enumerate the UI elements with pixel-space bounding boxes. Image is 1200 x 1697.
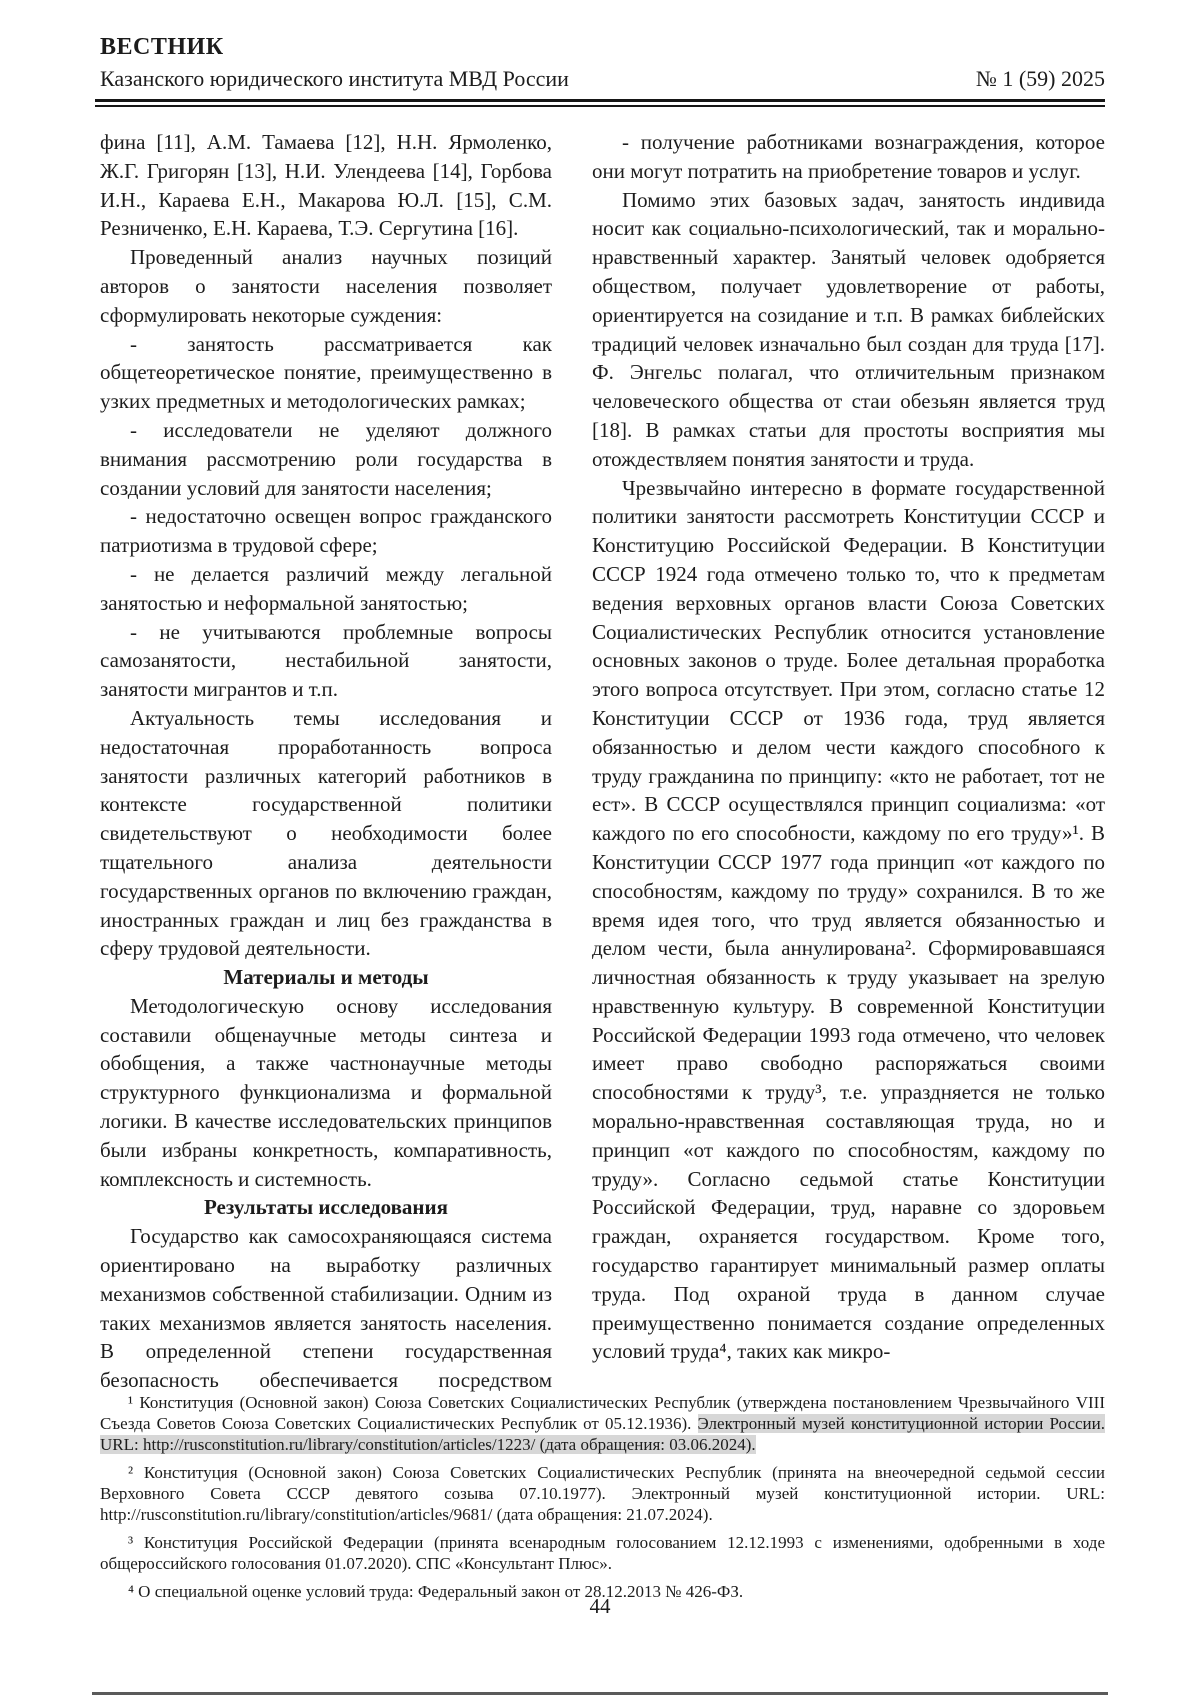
masthead [0,0,1200,92]
footnote [100,1392,1105,1455]
masthead-title: ВЕСТНИК [100,34,224,60]
list-item: - не делается различий между легальной занятостью и неформальной занятостью; [100,561,552,615]
paragraph: Методологическую основу исследования составили общенаучные методы синтеза и обобщения, а также частнонаучные методы структурного функционализма и формальной логики. В качестве исследовательских принципов были избраны конкретность, компаративность, комплексность и системность. [100,993,552,1191]
header-divider-rule [95,99,1105,107]
list-item: - недостаточно освещен вопрос гражданского патриотизма в трудовой сфере; [100,504,552,558]
scan-edge-artifact [92,1692,1108,1695]
footnote-hyperlink-highlight: Электронный музей конституционной истории России. URL: http://rusconstitution.ru/library/constitution/articles/1223/ (дата обращения: 03.06.2024). [100,1414,1105,1454]
page-number: 44 [589,1594,611,1618]
list-item: - исследователи не уделяют должного внимания рассмотрению роли государства в создании условий для занятости населения; [100,417,552,500]
footnote-text: ¹ Конституция (Основной закон) Союза Советских Социалистических Республик (утверждена постановлением Чрезвычайного VIII Съезда Советов Союза Советских Социалистических Республик от 05.12.1936). [100,1393,1105,1433]
list-item: - не учитываются проблемные вопросы самозанятости, нестабильной занятости, занятости мигрантов и т.п. [100,619,552,702]
paragraph: фина [11], А.М. Тамаева [12], Н.Н. Ярмоленко, Ж.Г. Григорян [13], Н.И. Улендеева [14], Горбова И.Н., Караева Е.Н., Макарова Ю.Л. [15], С.М. Резниченко, Е.Н. Караева, Т.Э. Сергутина [16]. [100,129,552,241]
paragraph: Актуальность темы исследования и недостаточная проработанность вопроса занятости различных категорий работников в контексте государственной политики свидетельствуют о необходимости более тщательного анализа деятельности государственных органов по включению граждан, иностранных граждан и лиц без гражданства в сферу трудовой деятельности. [100,705,552,961]
footnote-text: ³ Конституция Российской Федерации (принята всенародным голосованием 12.12.1993 с изменениями, одобренными в ходе общероссийского голосования 01.07.2020). СПС «Консультант Плюс». [100,1533,1105,1573]
paragraph: Помимо этих базовых задач, занятость индивида носит как социально-психологический, так и морально-нравственный характер. Занятый человек одобряется обществом, получает удовлетворение от работы, ориентируется на созидание и т.п. В рамках библейских традиций человек изначально был создан для труда [17]. Ф. Энгельс полагал, что отличительным признаком человеческого общества от стаи обезьян является труд [18]. В рамках статьи для простоты восприятия мы отождествляем понятия занятости и труда. [592,187,1105,471]
masthead-subtitle: Казанского юридического института МВД России [100,65,569,91]
left-column [100,128,552,1398]
paragraph: Государство как самосохраняющаяся система ориентировано на выработку различных механизмов собственной стабилизации. Одним из таких механизмов является занятость населения. В определенной степени государственная безопасность обеспечивается посредством [100,1224,552,1393]
paragraph: Чрезвычайно интересно в формате государственной политики занятости рассмотреть Конституции СССР и Конституцию Российской Федерации. В Конституции СССР 1924 года отмечено только то, что к предметам ведения верховных органов власти Союза Советских Социалистических Республик относится установление основных законов о труде. Более детальная проработка этого вопроса отсутствует. При этом, согласно статье 12 Конституции СССР от 1936 года, труд является обязанностью и делом чести каждого способного к труду гражданина по принципу: «кто не работает, тот не ест». В СССР осуществлялся принцип социализма: «от каждого по его способности, каждому по его труду»¹. В Конституции СССР 1977 года принцип «от каждого по способностям, каждому по труду» сохранился. В то же время идея того, что труд является обязанностью и делом чести, была аннулирована². Сформировавшаяся личностная обязанность к труду указывает на зрелую нравственную культуру. В современной Конституции Российской Федерации 1993 года отмечено, что человек имеет право свободно распоряжаться своими способностями к труду³, т.е. упраздняется не только морально-нравственная составляющая труда, но и принцип «от каждого по способностям, каждому по труду». Согласно седьмой статье Конституции Российской Федерации, труд, наравне со здоровьем граждан, охраняется государством. Кроме того, государство гарантирует минимальный размер оплаты труда. Под охраной труда в данном случае преимущественно понимается создание определенных условий труда⁴, таких как микро- [592,475,1105,1364]
issue-label: № 1 (59) 2025 [975,65,1105,91]
paragraph: Проведенный анализ научных позиций авторов о занятости населения позволяет сформулировать некоторые суждения: [100,245,552,327]
page-header [0,0,1200,107]
article-body [0,107,1200,1398]
right-column [592,128,1105,1398]
footnote [100,1462,1105,1525]
section-heading-materials-methods: Материалы и методы [223,965,429,990]
section-heading-results: Результаты исследования [204,1195,448,1220]
list-item: - занятость рассматривается как общетеоретическое понятие, преимущественно в узких предметных и методологических рамках; [100,331,552,414]
footnote-text: ² Конституция (Основной закон) Союза Советских Социалистических Республик (принята на внеочередной седьмой сессии Верховного Совета СССР девятого созыва 07.10.1977). Электронный музей конституционной истории. URL: http://rusconstitution.ru/library/constitution/articles/9681/ (дата обращения: 21.07.2024). [100,1463,1105,1524]
list-item: - получение работниками вознаграждения, которое они могут потратить на приобретение товаров и услуг. [592,129,1105,183]
footnote [100,1532,1105,1574]
footnotes-block [100,1392,1105,1609]
footnote-text: ⁴ О специальной оценке условий труда: Федеральный закон от 28.12.2013 № 426-ФЗ. [128,1582,744,1601]
